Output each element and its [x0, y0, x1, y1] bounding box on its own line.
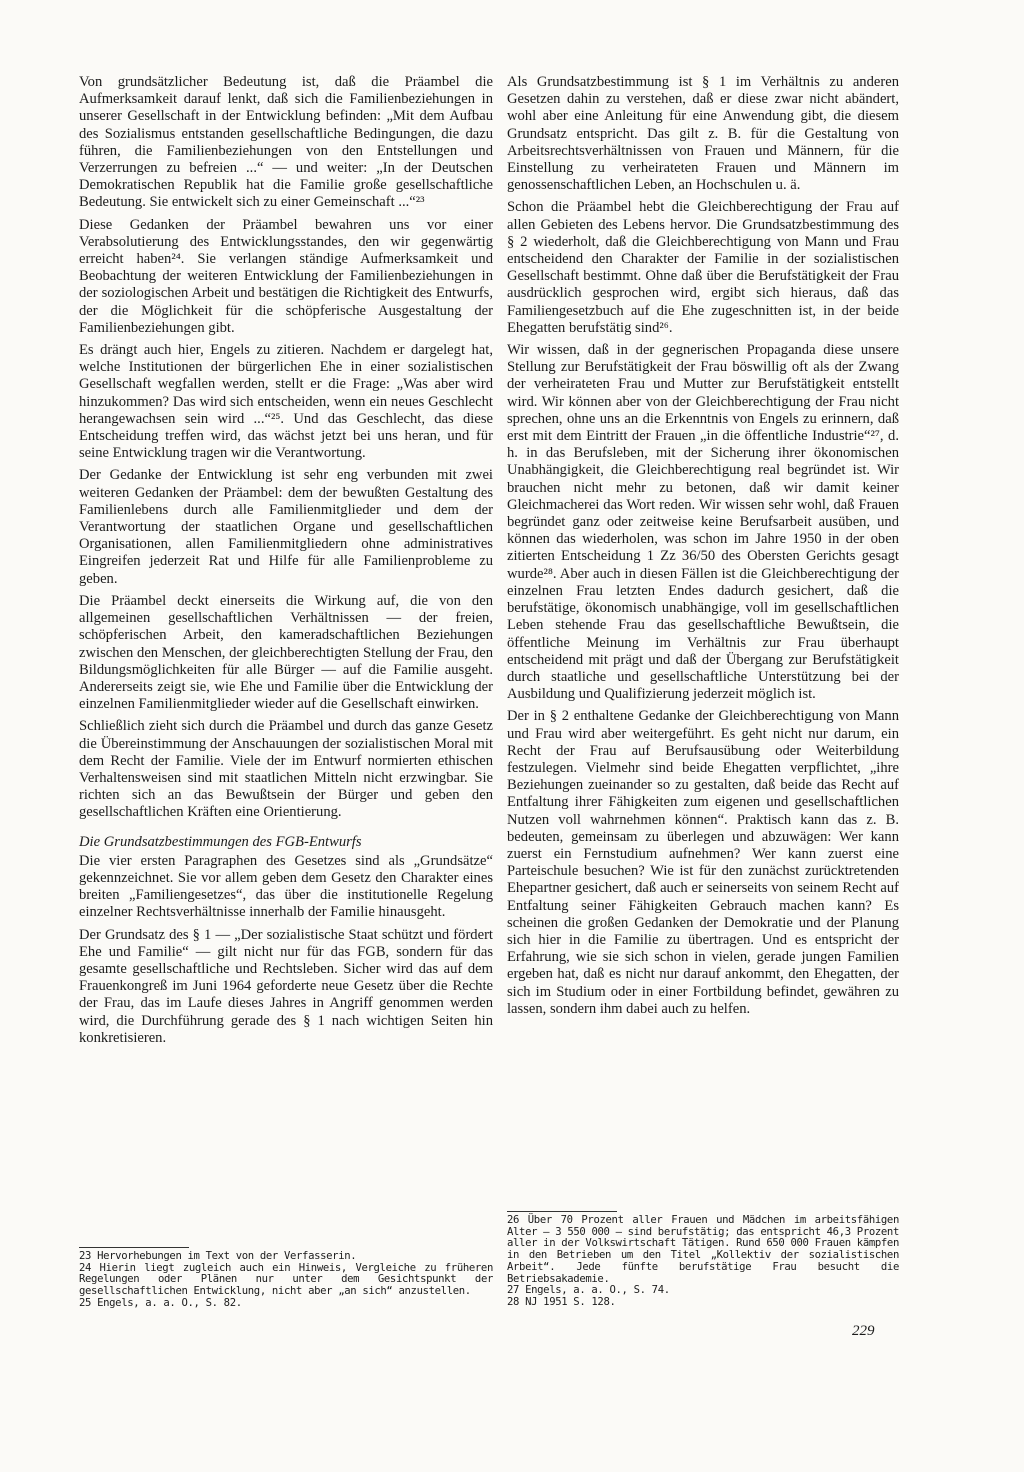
right-column	[507, 74, 899, 1023]
paragraph: Als Grundsatzbestimmung ist § 1 im Verhältnis zu anderen Gesetzen dahin zu verstehen, daß er diese zwar nicht abändert, wohl aber eine Anleitung für eine Anwendung gibt, die diesem Grundsatz entspricht. Das gilt z. B. für die Gestaltung von Arbeitsrechtsverhältnissen von Frauen und Männern, für die Einstellung zu verheirateten Frauen und Männern im genossenschaftlichen Leben, an Hochschulen u. ä.	[507, 74, 899, 194]
paragraph: Diese Gedanken der Präambel bewahren uns vor einer Verabsolutierung des Entwicklungsstandes, den wir gegenwärtig erreicht haben²⁴. Sie verlangen ständige Aufmerksamkeit und Beobachtung der weiteren Entwicklung der Familienbeziehungen in der soziologischen Arbeit und bestätigen die Richtigkeit des Entwurfs, der die Möglichkeit für die schöpferische Ausgestaltung der Familienbeziehungen gibt.	[79, 216, 493, 336]
paragraph: Der in § 2 enthaltene Gedanke der Gleichberechtigung von Mann und Frau wird aber weitergeführt. Es geht nicht nur darum, ein Recht der Frau auf Berufsausübung oder Weiterbildung festzulegen. Vielmehr sind beide Ehegatten verpflichtet, „ihre Beziehungen zueinander so zu gestalten, daß beide das Recht auf Entfaltung ihrer Fähigkeiten zum eigenen und gesellschaftlichen Nutzen voll wahrnehmen können“. Praktisch kann das z. B. bedeuten, gemeinsam zu überlegen und abzuwägen: Wer kann zuerst ein Fernstudium aufnehmen? Wer kann zuerst eine Parteischule besuchen? Wie ist für den zunächst zurücktretenden Ehepartner gesichert, daß auch er seinerseits von seinem Recht auf Entfaltung seiner Fähigkeiten Gebrauch machen kann? Es scheinen die großen Gedanken der Demokratie und der Planung sich hier in die Familie zu übertragen. Und es entspricht der Erfahrung, wie sie sich schon in vielen, gerade jungen Familien ergeben hat, daß es nicht nur darauf ankommt, den Ehegatten, der sich im Studium oder in einer Fortbildung befindet, gewähren zu lassen, sondern ihm dabei auch zu helfen.	[507, 708, 899, 1017]
paragraph: Der Grundsatz des § 1 — „Der sozialistische Staat schützt und fördert Ehe und Familie“ — gilt nicht nur für das FGB, sondern für das gesamte gesellschaftliche und Rechtsleben. Sicher wird das auf dem Frauenkongreß im Juni 1964 geforderte neue Gesetz über die Rechte der Frau, das im Laufe dieses Jahres in Angriff genommen werden wird, die Durchführung gerade des § 1 nach wichtigen Seiten hin konkretisieren.	[79, 926, 493, 1046]
page-number: 229	[852, 1323, 875, 1339]
paragraph: Die vier ersten Paragraphen des Gesetzes sind als „Grundsätze“ gekennzeichnet. Sie vor allem geben dem Gesetz den Charakter eines breiten „Familiengesetzes“, das über die institutionelle Regelung einzelner Rechtsverhältnisse innerhalb der Familie hinausgeht.	[79, 852, 493, 921]
footnote-divider	[507, 1211, 617, 1212]
paragraph: Die Präambel deckt einerseits die Wirkung auf, die von den allgemeinen gesellschaftlichen Verhältnissen — der freien, schöpferischen Arbeit, den kameradschaftlichen Beziehungen zwischen den Menschen, der gleichberechtigten Stellung der Frau, den Bildungsmöglichkeiten für alle Bürger — auf die Familie ausgeht. Andererseits zeigt sie, wie Ehe und Familie über die Entwicklung der einzelnen Familienmitglieder wieder auf die Gesellschaft einwirken.	[79, 592, 493, 713]
paragraph: Schon die Präambel hebt die Gleichberechtigung der Frau auf allen Gebieten des Lebens hervor. Die Grundsatzbestimmung des § 2 wiederholt, daß die Gleichberechtigung von Mann und Frau entscheidend den Charakter der Familie in der sozialistischen Gesellschaft bestimmt. Ohne daß über die Berufstätigkeit der Frau ausdrücklich gesprochen wird, ergibt sich hieraus, daß das Familiengesetzbuch auf die Ehe zugeschnitten ist, in der beide Ehegatten berufstätig sind²⁶.	[507, 199, 899, 336]
paragraph: Der Gedanke der Entwicklung ist sehr eng verbunden mit zwei weiteren Gedanken der Präambel: dem der bewußten Gestaltung des Familienlebens durch alle Familienmitglieder und dem der Verantwortung der staatlichen Organe und gesellschaftlichen Organisationen, allen Familienmitgliedern ohne administratives Eingreifen jederzeit Rat und Hilfe für alle Familienprobleme zu geben.	[79, 467, 493, 587]
paragraph: Wir wissen, daß in der gegnerischen Propaganda diese unsere Stellung zur Berufstätigkeit der Frau böswillig oft als der Zwang der verheirateten Frau und Mutter zur Berufstätigkeit entstellt wird. Wir können aber von der Gleichberechtigung der Frau nicht sprechen, ohne uns an die Erkenntnis von Engels zu erinnern, daß erst mit dem Eintritt der Frauen „in die öffentliche Industrie“²⁷, d. h. in das Berufsleben, mit der Sicherung ihrer ökonomischen Unabhängigkeit, die Gleichberechtigung real begründet ist. Wir brauchen nicht mehr zu betonen, daß wir damit keiner Gleichmacherei das Wort reden. Wir wissen sehr wohl, daß Frauen begründet ganz oder zeitweise keine Berufsarbeit ausüben, und können das wiederholen, was schon im Jahre 1950 in der oben zitierten Entscheidung 1 Zz 36/50 des Obersten Gerichts gesagt wurde²⁸. Aber auch in diesen Fällen ist die Gleichberechtigung der einzelnen Frau letzten Endes dadurch gesichert, daß die berufstätige, ökonomisch unabhängige, voll im gesellschaftlichen Leben stehende Frau das gesellschaftliche Bewußtsein, die öffentliche Meinung im Verhältnis zur Frau überhaupt entscheidend mit prägt und daß der Übergang zur Berufstätigkeit durch staatliche und gesellschaftliche Unterstützung bei der Ausbildung und Qualifizierung jederzeit möglich ist.	[507, 342, 899, 703]
paragraph: Schließlich zieht sich durch die Präambel und durch das ganze Gesetz die Übereinstimmung der Anschauungen der sozialistischen Moral mit dem Recht der Familie. Viele der im Entwurf normierten ethischen Verhaltensweisen sind mit staatlichen Mitteln nicht erzwingbar. Sie richten sich an das Bewußtsein der Bürger und geben den gesellschaftlichen Kräften eine Orientierung.	[79, 718, 493, 821]
footnote: 28 NJ 1951 S. 128.	[507, 1295, 616, 1308]
footnote: 25 Engels, a. a. O., S. 82.	[79, 1296, 242, 1309]
paragraph: Von grundsätzlicher Bedeutung ist, daß die Präambel die Aufmerksamkeit darauf lenkt, daß sich die Familienbeziehungen in unserer Gesellschaft in der Entwicklung befinden: „Mit dem Aufbau des Sozialismus entstanden gesellschaftliche Bedingungen, die dazu führen, die Familienbeziehungen von den Entstellungen und Verzerrungen zu befreien ...“ — und weiter: „In der Deutschen Demokratischen Republik hat die Familie große gesellschaftliche Bedeutung. Sie entwickelt sich zu einer Gemeinschaft ...“²³	[79, 74, 493, 211]
footnotes-right	[507, 1211, 899, 1309]
section-heading: Die Grundsatzbestimmungen des FGB-Entwurfs	[79, 833, 362, 850]
footnotes-left	[79, 1247, 493, 1310]
paragraph: Es drängt auch hier, Engels zu zitieren. Nachdem er dargelegt hat, welche Institutionen der bürgerlichen Ehe in einer sozialistischen Gesellschaft wegfallen werden, stellt er die Frage: „Was aber wird hinzukommen? Das wird sich entscheiden, wenn ein neues Geschlecht herangewachsen sein wird ...“²⁵. Und das Geschlecht, das diese Entscheidung treffen wird, das wächst jetzt bei uns heran, und für seine Entwicklung tragen wir die Verantwortung.	[79, 342, 493, 462]
footnote: 26 Über 70 Prozent aller Frauen und Mädchen im arbeitsfähigen Alter — 3 550 000 — sind berufstätig; das entspricht 46,3 Prozent aller in der Volkswirtschaft Tätigen. Rund 650 000 Frauen kämpfen in den Betrieben um den Titel „Kollektiv der sozialistischen Arbeit“. Jede fünfte berufstätige Frau besucht die Betriebsakademie.	[507, 1214, 899, 1285]
footnote: 27 Engels, a. a. O., S. 74.	[507, 1284, 670, 1297]
left-column	[79, 74, 493, 1052]
footnote: 24 Hierin liegt zugleich auch ein Hinweis, Vergleiche zu früheren Regelungen oder Plänen nur unter dem Gesichtspunkt der gesellschaftlichen Entwicklung, nicht aber „an sich“ anzustellen.	[79, 1261, 493, 1298]
footnote-divider	[79, 1247, 189, 1248]
footnote: 23 Hervorhebungen im Text von der Verfasserin.	[79, 1250, 357, 1262]
